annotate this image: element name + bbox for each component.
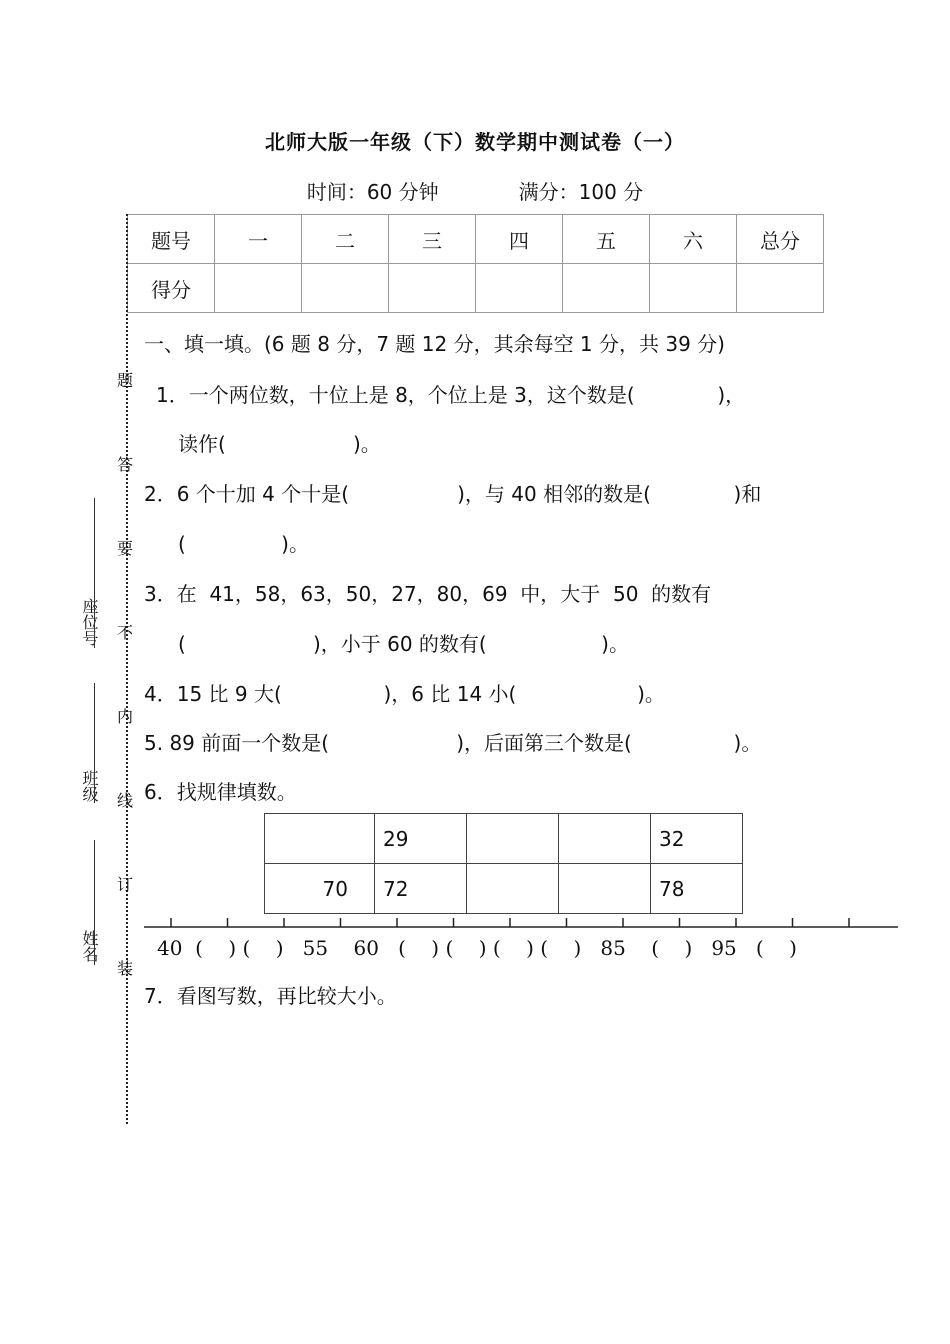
name-label: 姓名 [80, 930, 99, 962]
name-field[interactable] [78, 930, 101, 966]
score-table [127, 214, 824, 313]
name-underline [94, 840, 95, 965]
pattern-row [265, 864, 743, 914]
class-underline [94, 683, 95, 803]
question-6: 6．找规律填数。 [144, 780, 297, 804]
question-3-line-1: 3．在 41，58，63，50，27，80，69 中，大于 50 的数有 [144, 582, 712, 606]
score-table-header-cell: 五 [563, 215, 650, 264]
margin-char: 订 [117, 875, 134, 894]
number-line [140, 914, 902, 936]
margin-char: 不 [117, 623, 134, 642]
score-table-header-cell: 总分 [737, 215, 824, 264]
score-cell[interactable] [563, 264, 650, 313]
pattern-table [264, 813, 743, 914]
question-3-line-2: ( )，小于 60 的数有( )。 [178, 632, 629, 656]
exam-info [0, 176, 950, 205]
score-cell[interactable] [302, 264, 389, 313]
score-cell[interactable] [215, 264, 302, 313]
seat-number-label: 座位号 [80, 598, 99, 646]
score-table-header-cell: 六 [650, 215, 737, 264]
class-field[interactable] [78, 770, 101, 806]
pattern-cell[interactable] [559, 814, 651, 864]
question-1-line-2: 读作( )。 [178, 432, 381, 456]
score-table-header-row [128, 215, 824, 264]
score-table-score-row [128, 264, 824, 313]
question-4: 4．15 比 9 大( )，6 比 14 小( )。 [144, 682, 665, 706]
margin-char: 内 [117, 707, 134, 726]
score-table-header-cell: 三 [389, 215, 476, 264]
class-label: 班级 [80, 770, 99, 802]
question-1-line-1: 1．一个两位数，十位上是 8，个位上是 3，这个数是( )， [156, 383, 746, 407]
pattern-cell: 70 [265, 864, 375, 914]
question-7: 7．看图写数，再比较大小。 [144, 984, 397, 1008]
question-2-line-1: 2．6 个十加 4 个十是( )，与 40 相邻的数是( )和 [144, 482, 762, 506]
seat-number-field[interactable] [78, 598, 101, 650]
binding-dotted-line [126, 214, 128, 1124]
pattern-cell: 72 [375, 864, 467, 914]
pattern-cell[interactable] [559, 864, 651, 914]
question-2-line-2: ( )。 [178, 532, 309, 556]
margin-char: 线 [117, 791, 134, 810]
number-line-ticks [171, 918, 902, 927]
pattern-cell[interactable] [467, 814, 559, 864]
page-title: 北师大版一年级（下）数学期中测试卷（一） [265, 130, 685, 154]
score-cell[interactable] [476, 264, 563, 313]
score-table-header-cell: 一 [215, 215, 302, 264]
pattern-cell[interactable] [265, 814, 375, 864]
score-cell[interactable] [737, 264, 824, 313]
pattern-row [265, 814, 743, 864]
pattern-cell: 32 [651, 814, 743, 864]
margin-char: 装 [117, 959, 134, 978]
pattern-cell: 78 [651, 864, 743, 914]
margin-char: 要 [117, 539, 134, 558]
number-line-labels: 40 ( ) ( ) 55 60 ( ) ( ) ( ) ( ) 85 ( ) 95 ( ) [157, 936, 797, 960]
exam-time: 时间：60 分钟 [306, 180, 439, 204]
score-cell[interactable] [650, 264, 737, 313]
score-table-header-cell: 四 [476, 215, 563, 264]
score-table-header-cell: 题号 [128, 215, 215, 264]
pattern-cell: 29 [375, 814, 467, 864]
section-heading: 一、填一填。(6 题 8 分，7 题 12 分，其余每空 1 分，共 39 分) [144, 332, 725, 356]
score-table-header-cell: 二 [302, 215, 389, 264]
score-row-label: 得分 [128, 264, 215, 313]
pattern-cell[interactable] [467, 864, 559, 914]
margin-char: 题 [117, 371, 134, 390]
margin-char: 答 [117, 455, 134, 474]
score-cell[interactable] [389, 264, 476, 313]
exam-full-score: 满分：100 分 [518, 180, 644, 204]
seat-number-underline [94, 498, 95, 648]
question-5: 5. 89 前面一个数是( )，后面第三个数是( )。 [144, 731, 762, 755]
